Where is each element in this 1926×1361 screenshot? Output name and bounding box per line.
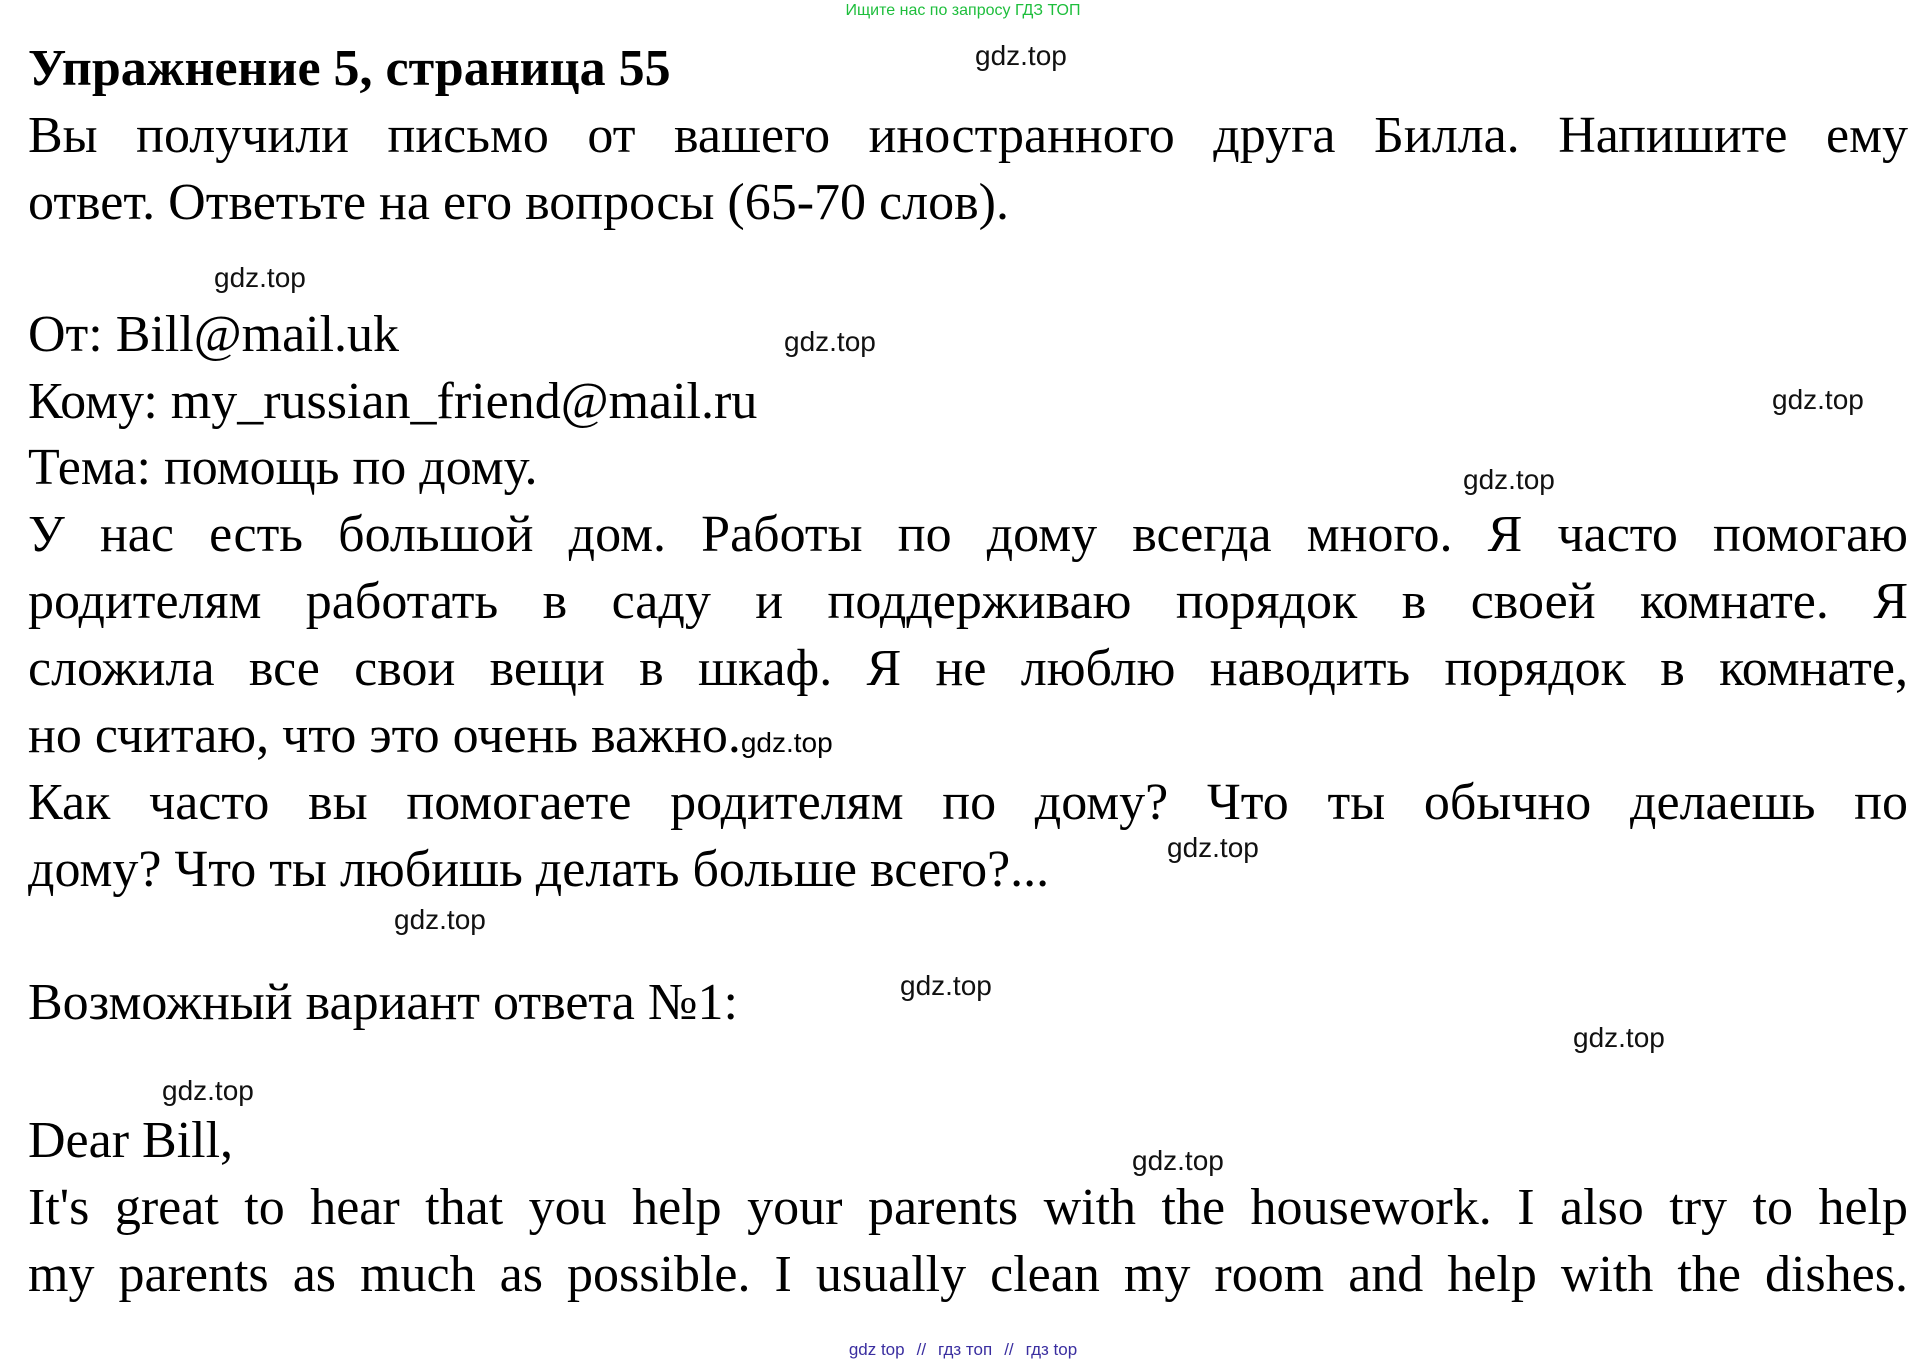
- watermark: gdz.top: [162, 1075, 254, 1106]
- watermark-inline: gdz.top: [740, 727, 833, 758]
- footer-separator: //: [916, 1340, 927, 1359]
- top-banner: Ищите нас по запросу ГДЗ ТОП: [845, 2, 1081, 19]
- letter-from: От: Bill@mail.uk: [28, 306, 400, 363]
- footer-separator: //: [1004, 1340, 1014, 1359]
- watermark: gdz.top: [975, 40, 1067, 71]
- questions-line-1: Как часто вы помогаете родителям по дому? Что ты обычно делаешь по: [28, 774, 1908, 831]
- letter-subject: Тема: помощь по дому.: [28, 439, 538, 496]
- footer-link-1[interactable]: gdz top: [848, 1340, 905, 1359]
- task-line-2: ответ. Ответьте на его вопросы (65-70 слов).: [28, 174, 1009, 231]
- watermark: gdz.top: [1132, 1145, 1224, 1176]
- footer: [0, 1340, 1926, 1360]
- watermark: gdz.top: [394, 904, 486, 935]
- answer-heading: Возможный вариант ответа №1:: [28, 974, 738, 1031]
- letter-body-line-4-text: но считаю, что это очень важно.: [28, 707, 741, 764]
- letter-to: Кому: my_russian_friend@mail.ru: [28, 373, 758, 430]
- letter-body-line-1: У нас есть большой дом. Работы по дому всегда много. Я часто помогаю: [28, 506, 1908, 563]
- footer-link-3[interactable]: гдз top: [1025, 1340, 1078, 1359]
- questions-line-2: дому? Что ты любишь делать больше всего?...: [28, 841, 1050, 898]
- task-line-1: Вы получили письмо от вашего иностранного друга Билла. Напишите ему: [28, 107, 1908, 164]
- answer-greeting: Dear Bill,: [28, 1112, 234, 1169]
- footer-link-2[interactable]: гдз топ: [938, 1340, 993, 1359]
- letter-body-line-2: родителям работать в саду и поддерживаю порядок в своей комнате. Я: [28, 573, 1908, 630]
- watermark: gdz.top: [214, 262, 306, 293]
- watermark: gdz.top: [1573, 1022, 1665, 1053]
- answer-line-2: my parents as much as possible. I usually clean my room and help with the dishes.: [28, 1246, 1908, 1303]
- letter-body-line-3: сложила все свои вещи в шкаф. Я не люблю наводить порядок в комнате,: [28, 640, 1908, 697]
- watermark: gdz.top: [1772, 384, 1864, 415]
- watermark: gdz.top: [784, 326, 876, 357]
- watermark: gdz.top: [1463, 464, 1555, 495]
- watermark: gdz.top: [900, 970, 992, 1001]
- letter-body-line-4: [28, 703, 1908, 776]
- answer-line-1: It's great to hear that you help your parents with the housework. I also try to help: [28, 1179, 1908, 1236]
- exercise-title: Упражнение 5, страница 55: [28, 40, 671, 97]
- watermark: gdz.top: [1167, 832, 1259, 863]
